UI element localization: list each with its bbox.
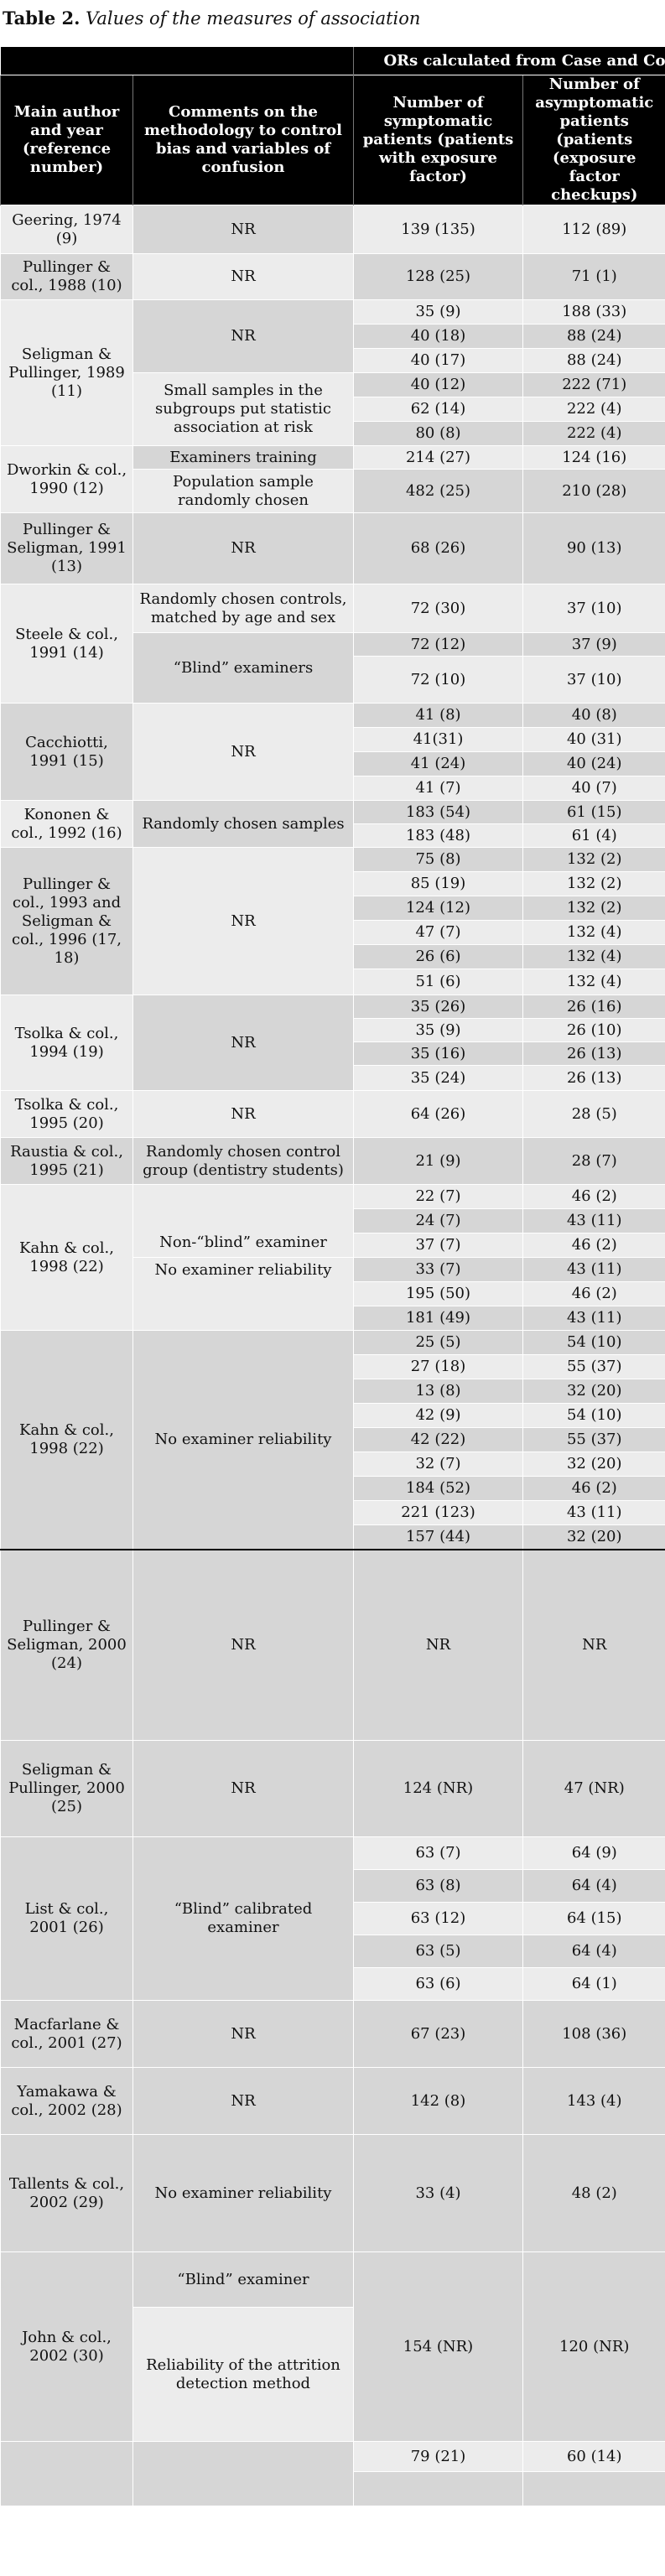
asymptomatic-cell: 40 (8) bbox=[523, 704, 665, 728]
comment-cell: NR bbox=[133, 300, 354, 373]
comment-cell: “Blind” calibrated examiner bbox=[133, 1837, 354, 2001]
symptomatic-cell: 67 (23) bbox=[354, 2001, 523, 2068]
symptomatic-cell: 33 (4) bbox=[354, 2135, 523, 2252]
symptomatic-cell: 63 (5) bbox=[354, 1935, 523, 1968]
symptomatic-cell: 79 (21) bbox=[354, 2442, 523, 2472]
asymptomatic-cell bbox=[523, 2472, 665, 2506]
col-symptomatic-header: Number of symptomatic patients (patients with exposure factor) bbox=[354, 75, 523, 205]
comment-cell: Non-“blind” examiner bbox=[133, 1185, 354, 1258]
comment-cell: NR bbox=[133, 513, 354, 584]
symptomatic-cell: 139 (135) bbox=[354, 205, 523, 254]
symptomatic-cell bbox=[354, 2472, 523, 2506]
comment-cell: Small samples in the subgroups put statistic association at risk bbox=[133, 373, 354, 446]
asymptomatic-cell: NR bbox=[523, 1550, 665, 1741]
asymptomatic-cell: 90 (13) bbox=[523, 513, 665, 584]
comment-cell: NR bbox=[133, 2001, 354, 2068]
asymptomatic-cell: 88 (24) bbox=[523, 349, 665, 373]
author-cell: Tallents & col., 2002 (29) bbox=[1, 2135, 133, 2252]
asymptomatic-cell: 120 (NR) bbox=[523, 2252, 665, 2442]
asymptomatic-cell: 112 (89) bbox=[523, 205, 665, 254]
asymptomatic-cell: 46 (2) bbox=[523, 1233, 665, 1258]
asymptomatic-cell: 46 (2) bbox=[523, 1477, 665, 1501]
author-cell: Pullinger & col., 1993 and Seligman & col., 1996 (17, 18) bbox=[1, 848, 133, 995]
symptomatic-cell: 75 (8) bbox=[354, 848, 523, 872]
symptomatic-cell: 184 (52) bbox=[354, 1477, 523, 1501]
symptomatic-cell: 41 (24) bbox=[354, 752, 523, 776]
symptomatic-cell: NR bbox=[354, 1550, 523, 1741]
col-author-header: Main author and year (reference number) bbox=[1, 75, 133, 205]
asymptomatic-cell: 43 (11) bbox=[523, 1306, 665, 1331]
author-cell: Geering, 1974 (9) bbox=[1, 205, 133, 254]
symptomatic-cell: 40 (17) bbox=[354, 349, 523, 373]
symptomatic-cell: 47 (7) bbox=[354, 921, 523, 945]
asymptomatic-cell: 71 (1) bbox=[523, 254, 665, 300]
symptomatic-cell: 195 (50) bbox=[354, 1282, 523, 1306]
symptomatic-cell: 72 (12) bbox=[354, 633, 523, 657]
symptomatic-cell: 72 (30) bbox=[354, 584, 523, 633]
asymptomatic-cell: 64 (4) bbox=[523, 1870, 665, 1903]
asymptomatic-cell: 64 (1) bbox=[523, 1968, 665, 2001]
symptomatic-cell: 62 (14) bbox=[354, 397, 523, 422]
asymptomatic-cell: 61 (15) bbox=[523, 801, 665, 824]
symptomatic-cell: 37 (7) bbox=[354, 1233, 523, 1258]
col-comments-header: Comments on the methodology to control bias and variables of confusion bbox=[133, 75, 354, 205]
symptomatic-cell: 41(31) bbox=[354, 728, 523, 752]
comment-cell: NR bbox=[133, 848, 354, 995]
author-cell: Pullinger & Seligman, 2000 (24) bbox=[1, 1550, 133, 1741]
asymptomatic-cell: 132 (2) bbox=[523, 872, 665, 896]
author-cell: Kahn & col., 1998 (22) bbox=[1, 1185, 133, 1331]
symptomatic-cell: 68 (26) bbox=[354, 513, 523, 584]
asymptomatic-cell: 55 (37) bbox=[523, 1428, 665, 1452]
symptomatic-cell: 51 (6) bbox=[354, 969, 523, 995]
asymptomatic-cell: 222 (4) bbox=[523, 422, 665, 446]
symptomatic-cell: 64 (26) bbox=[354, 1091, 523, 1138]
author-cell: Tsolka & col., 1994 (19) bbox=[1, 995, 133, 1091]
symptomatic-cell: 41 (8) bbox=[354, 704, 523, 728]
asymptomatic-cell: 26 (10) bbox=[523, 1019, 665, 1042]
symptomatic-cell: 63 (7) bbox=[354, 1837, 523, 1870]
author-cell: Pullinger & Seligman, 1991 (13) bbox=[1, 513, 133, 584]
comment-cell: Randomly chosen samples bbox=[133, 801, 354, 848]
comment-cell: “Blind” examiners bbox=[133, 633, 354, 704]
symptomatic-cell: 221 (123) bbox=[354, 1501, 523, 1525]
asymptomatic-cell: 188 (33) bbox=[523, 300, 665, 325]
comment-cell: NR bbox=[133, 995, 354, 1091]
author-cell: Seligman & Pullinger, 2000 (25) bbox=[1, 1741, 133, 1837]
asymptomatic-cell: 40 (24) bbox=[523, 752, 665, 776]
asymptomatic-cell: 132 (4) bbox=[523, 921, 665, 945]
comment-cell: No examiner reliability bbox=[133, 1331, 354, 1550]
symptomatic-cell: 21 (9) bbox=[354, 1138, 523, 1185]
asymptomatic-cell: 54 (10) bbox=[523, 1404, 665, 1428]
comment-cell: NR bbox=[133, 205, 354, 254]
asymptomatic-cell: 37 (10) bbox=[523, 657, 665, 704]
symptomatic-cell: 35 (26) bbox=[354, 995, 523, 1019]
author-cell: John & col., 2002 (30) bbox=[1, 2252, 133, 2442]
symptomatic-cell: 24 (7) bbox=[354, 1209, 523, 1233]
comment-cell: NR bbox=[133, 1550, 354, 1741]
symptomatic-cell: 183 (54) bbox=[354, 801, 523, 824]
caption-title: Values of the measures of association bbox=[86, 8, 421, 29]
symptomatic-cell: 35 (9) bbox=[354, 300, 523, 325]
comment-cell: Examiners training bbox=[133, 446, 354, 470]
asymptomatic-cell: 40 (7) bbox=[523, 776, 665, 801]
asymptomatic-cell: 55 (37) bbox=[523, 1355, 665, 1379]
asymptomatic-cell: 132 (2) bbox=[523, 896, 665, 921]
asymptomatic-cell: 43 (11) bbox=[523, 1501, 665, 1525]
symptomatic-cell: 42 (9) bbox=[354, 1404, 523, 1428]
asymptomatic-cell: 43 (11) bbox=[523, 1258, 665, 1282]
asymptomatic-cell: 132 (4) bbox=[523, 969, 665, 995]
asymptomatic-cell: 143 (4) bbox=[523, 2068, 665, 2135]
asymptomatic-cell: 28 (7) bbox=[523, 1138, 665, 1185]
group-header: ORs calculated from Case and Co bbox=[354, 47, 665, 75]
symptomatic-cell: 40 (12) bbox=[354, 373, 523, 397]
asymptomatic-cell: 61 (4) bbox=[523, 824, 665, 848]
asymptomatic-cell: 46 (2) bbox=[523, 1282, 665, 1306]
symptomatic-cell: 25 (5) bbox=[354, 1331, 523, 1355]
symptomatic-cell: 154 (NR) bbox=[354, 2252, 523, 2442]
comment-cell: NR bbox=[133, 1741, 354, 1837]
author-cell: Yamakawa & col., 2002 (28) bbox=[1, 2068, 133, 2135]
comment-cell: Randomly chosen controls, matched by age and sex bbox=[133, 584, 354, 633]
asymptomatic-cell: 132 (2) bbox=[523, 848, 665, 872]
asymptomatic-cell: 54 (10) bbox=[523, 1331, 665, 1355]
asymptomatic-cell: 26 (16) bbox=[523, 995, 665, 1019]
asymptomatic-cell: 32 (20) bbox=[523, 1525, 665, 1550]
symptomatic-cell: 33 (7) bbox=[354, 1258, 523, 1282]
symptomatic-cell: 181 (49) bbox=[354, 1306, 523, 1331]
asymptomatic-cell: 46 (2) bbox=[523, 1185, 665, 1209]
asymptomatic-cell: 37 (9) bbox=[523, 633, 665, 657]
symptomatic-cell: 142 (8) bbox=[354, 2068, 523, 2135]
comment-cell: Reliability of the attrition detection method bbox=[133, 2308, 354, 2442]
asymptomatic-cell: 64 (4) bbox=[523, 1935, 665, 1968]
author-cell: Seligman & Pullinger, 1989 (11) bbox=[1, 300, 133, 446]
asymptomatic-cell: 40 (31) bbox=[523, 728, 665, 752]
symptomatic-cell: 63 (12) bbox=[354, 1903, 523, 1935]
author-cell: Cacchiotti, 1991 (15) bbox=[1, 704, 133, 801]
author-cell: Dworkin & col., 1990 (12) bbox=[1, 446, 133, 513]
asymptomatic-cell: 222 (4) bbox=[523, 397, 665, 422]
symptomatic-cell: 13 (8) bbox=[354, 1379, 523, 1404]
comment-cell: No examiner reliability bbox=[133, 2135, 354, 2252]
symptomatic-cell: 40 (18) bbox=[354, 325, 523, 349]
asymptomatic-cell: 28 (5) bbox=[523, 1091, 665, 1138]
asymptomatic-cell: 37 (10) bbox=[523, 584, 665, 633]
author-cell: Macfarlane & col., 2001 (27) bbox=[1, 2001, 133, 2068]
author-cell: List & col., 2001 (26) bbox=[1, 1837, 133, 2001]
author-cell: Pullinger & col., 1988 (10) bbox=[1, 254, 133, 300]
symptomatic-cell: 157 (44) bbox=[354, 1525, 523, 1550]
asymptomatic-cell: 32 (20) bbox=[523, 1452, 665, 1477]
symptomatic-cell: 35 (9) bbox=[354, 1019, 523, 1042]
symptomatic-cell: 124 (12) bbox=[354, 896, 523, 921]
author-cell: Kononen & col., 1992 (16) bbox=[1, 801, 133, 848]
comment-cell bbox=[133, 2442, 354, 2506]
table-caption bbox=[3, 7, 420, 30]
symptomatic-cell: 32 (7) bbox=[354, 1452, 523, 1477]
symptomatic-cell: 42 (22) bbox=[354, 1428, 523, 1452]
comment-cell: NR bbox=[133, 704, 354, 801]
symptomatic-cell: 63 (8) bbox=[354, 1870, 523, 1903]
comment-cell: “Blind” examiner bbox=[133, 2252, 354, 2308]
symptomatic-cell: 72 (10) bbox=[354, 657, 523, 704]
symptomatic-cell: 41 (7) bbox=[354, 776, 523, 801]
symptomatic-cell: 80 (8) bbox=[354, 422, 523, 446]
author-cell: Tsolka & col., 1995 (20) bbox=[1, 1091, 133, 1138]
comment-cell: NR bbox=[133, 2068, 354, 2135]
asymptomatic-cell: 88 (24) bbox=[523, 325, 665, 349]
asymptomatic-cell: 108 (36) bbox=[523, 2001, 665, 2068]
symptomatic-cell: 85 (19) bbox=[354, 872, 523, 896]
asymptomatic-cell: 60 (14) bbox=[523, 2442, 665, 2472]
comment-cell: Population sample randomly chosen bbox=[133, 470, 354, 513]
symptomatic-cell: 26 (6) bbox=[354, 945, 523, 969]
symptomatic-cell: 35 (24) bbox=[354, 1066, 523, 1091]
col-asymptomatic-header: Number of asymptomatic patients (patients (exposure factor checkups) bbox=[523, 75, 665, 205]
association-table bbox=[0, 46, 665, 2506]
asymptomatic-cell: 210 (28) bbox=[523, 470, 665, 513]
symptomatic-cell: 27 (18) bbox=[354, 1355, 523, 1379]
author-cell: Raustia & col., 1995 (21) bbox=[1, 1138, 133, 1185]
asymptomatic-cell: 64 (9) bbox=[523, 1837, 665, 1870]
symptomatic-cell: 128 (25) bbox=[354, 254, 523, 300]
asymptomatic-cell: 43 (11) bbox=[523, 1209, 665, 1233]
symptomatic-cell: 35 (16) bbox=[354, 1042, 523, 1066]
author-cell bbox=[1, 2442, 133, 2506]
asymptomatic-cell: 32 (20) bbox=[523, 1379, 665, 1404]
asymptomatic-cell: 132 (4) bbox=[523, 945, 665, 969]
asymptomatic-cell: 124 (16) bbox=[523, 446, 665, 470]
author-cell: Steele & col., 1991 (14) bbox=[1, 584, 133, 704]
comment-cell: No examiner reliability bbox=[133, 1258, 354, 1331]
symptomatic-cell: 124 (NR) bbox=[354, 1741, 523, 1837]
asymptomatic-cell: 26 (13) bbox=[523, 1042, 665, 1066]
asymptomatic-cell: 48 (2) bbox=[523, 2135, 665, 2252]
comment-cell: Randomly chosen control group (dentistry students) bbox=[133, 1138, 354, 1185]
symptomatic-cell: 22 (7) bbox=[354, 1185, 523, 1209]
asymptomatic-cell: 64 (15) bbox=[523, 1903, 665, 1935]
asymptomatic-cell: 222 (71) bbox=[523, 373, 665, 397]
symptomatic-cell: 183 (48) bbox=[354, 824, 523, 848]
comment-cell: NR bbox=[133, 1091, 354, 1138]
asymptomatic-cell: 47 (NR) bbox=[523, 1741, 665, 1837]
caption-label: Table 2. bbox=[3, 8, 81, 29]
asymptomatic-cell: 26 (13) bbox=[523, 1066, 665, 1091]
symptomatic-cell: 482 (25) bbox=[354, 470, 523, 513]
author-cell: Kahn & col., 1998 (22) bbox=[1, 1331, 133, 1550]
symptomatic-cell: 214 (27) bbox=[354, 446, 523, 470]
comment-cell: NR bbox=[133, 254, 354, 300]
symptomatic-cell: 63 (6) bbox=[354, 1968, 523, 2001]
